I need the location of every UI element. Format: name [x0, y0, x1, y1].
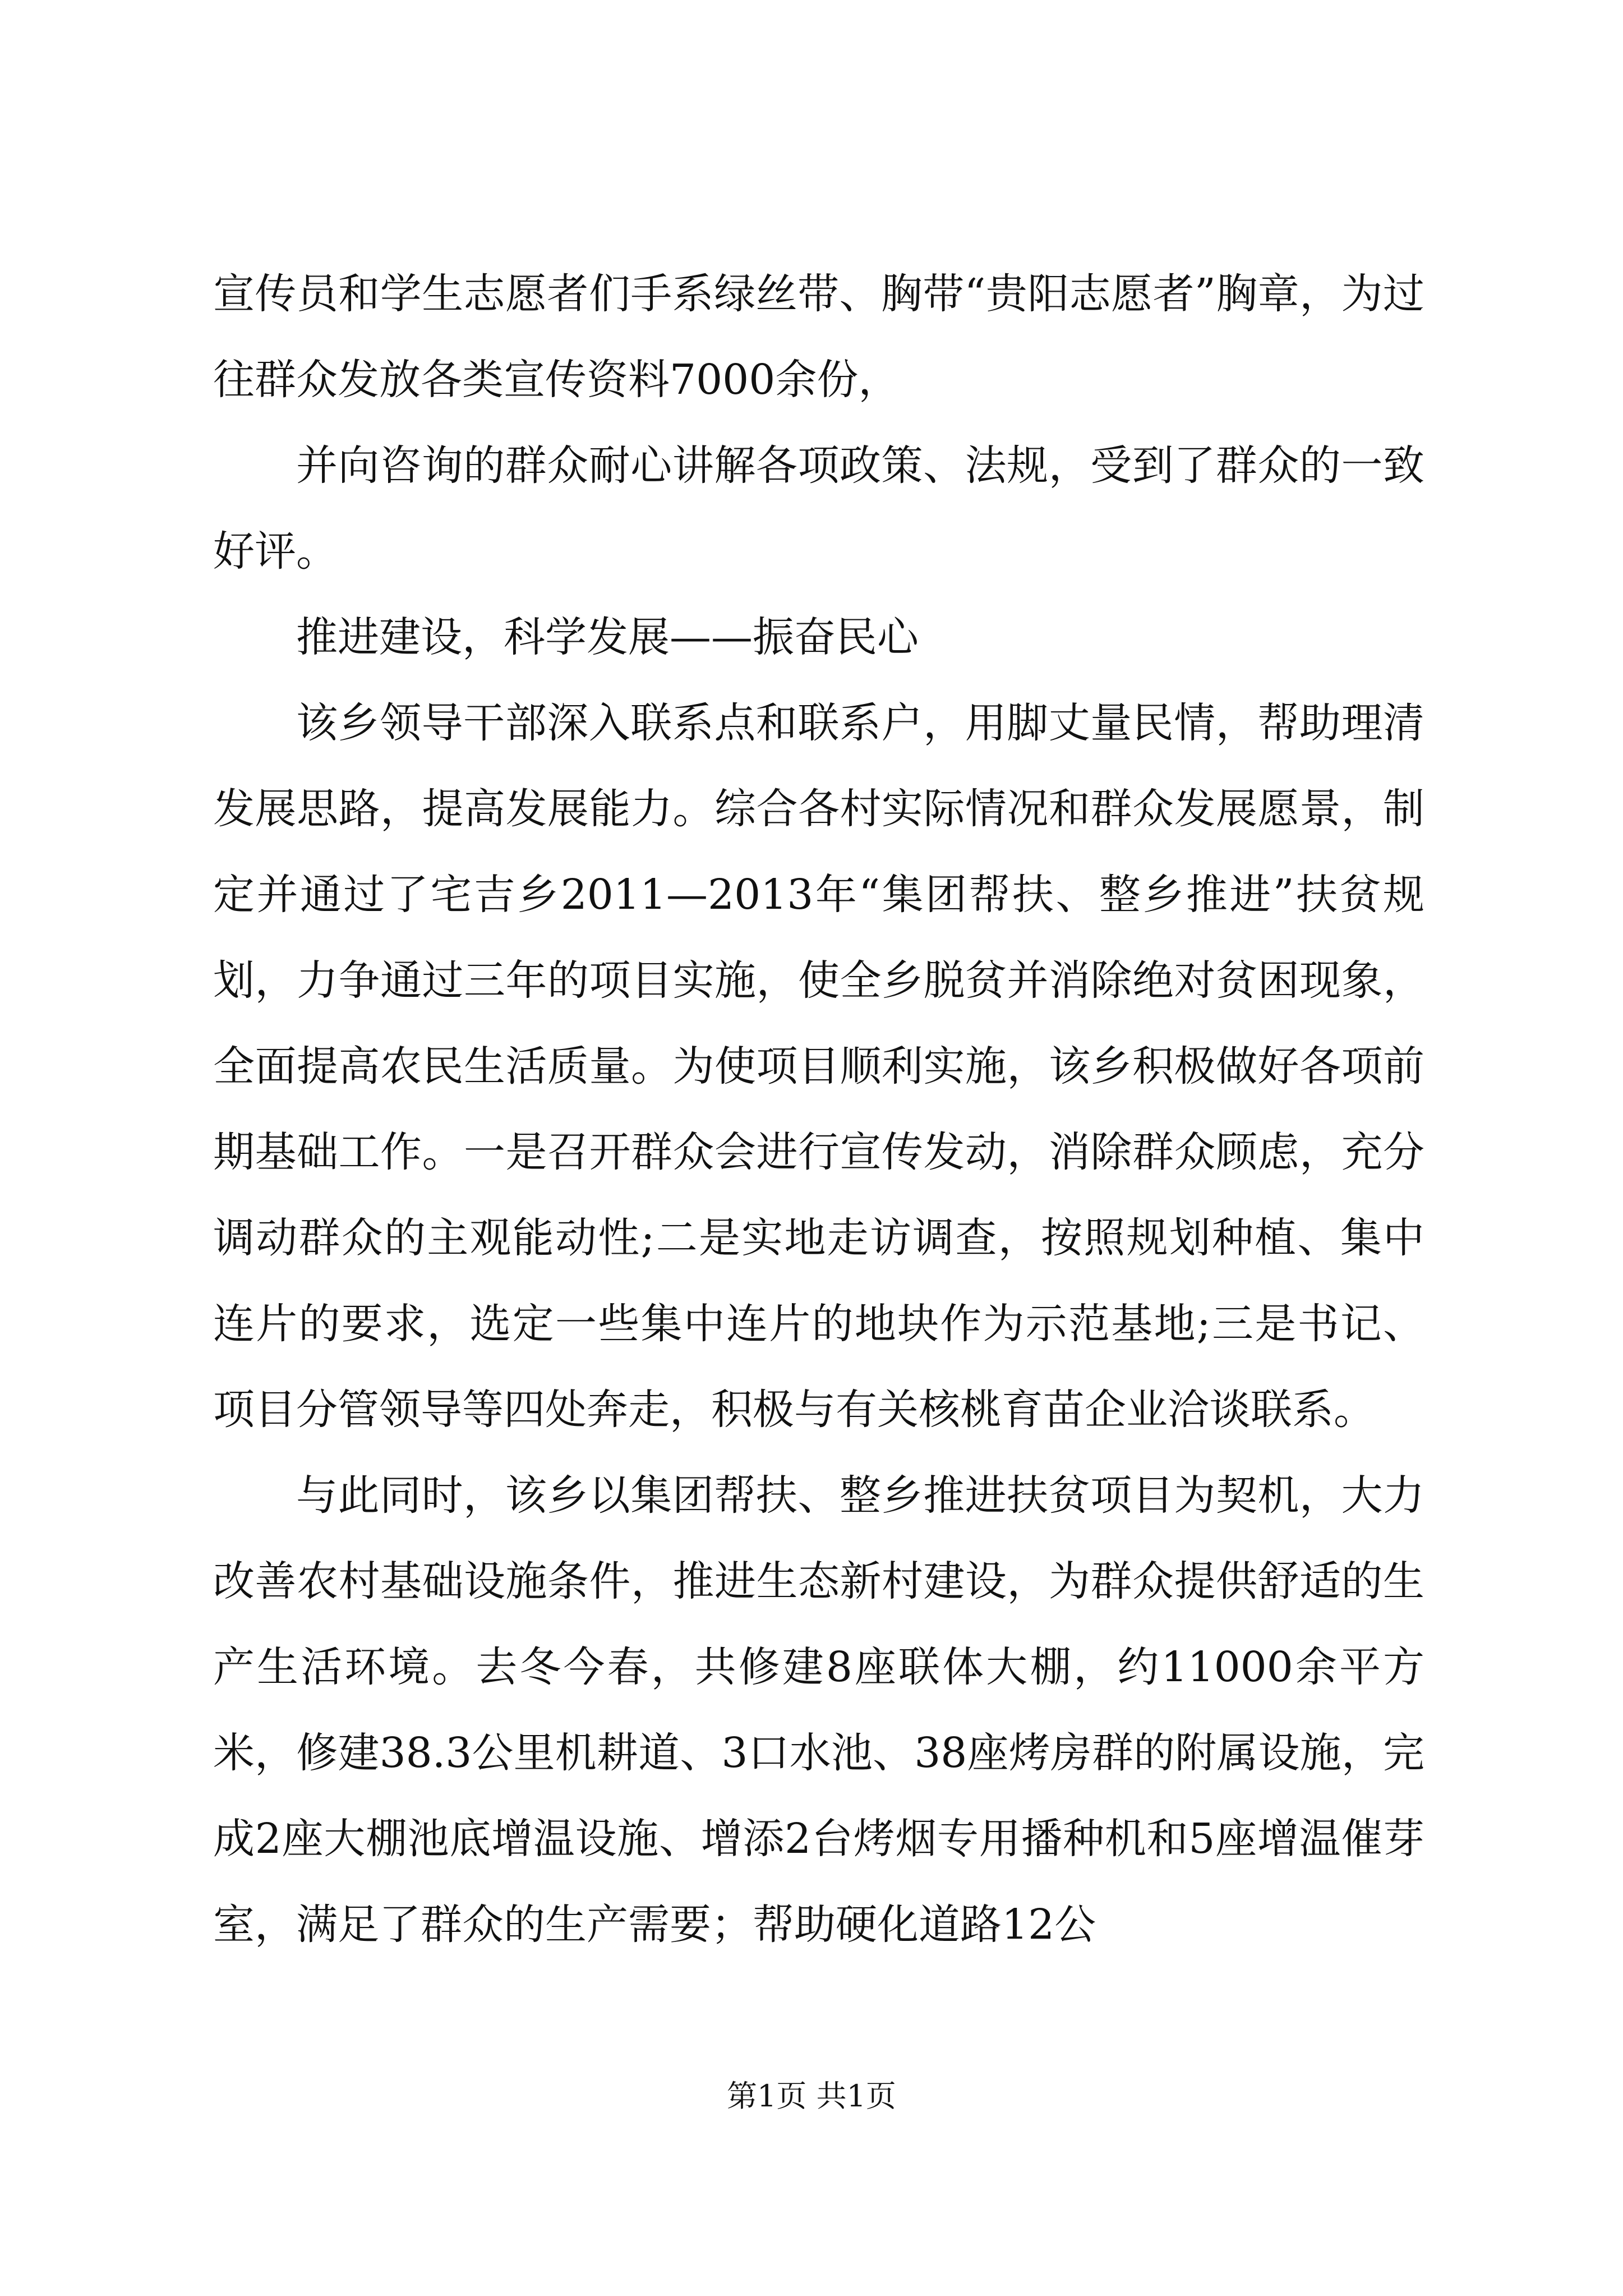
document-body	[213, 251, 1424, 1968]
paragraph-infrastructure: 与此同时，该乡以集团帮扶、整乡推进扶贫项目为契机，大力改善农村基础设施条件，推进生态新村建设，为群众提供舒适的生产生活环境。去冬今春，共修建8座联体大棚，约11000余平方米，修建38.3公里机耕道、3口水池、38座烤房群的附属设施，完成2座大棚池底增温设施、增添2台烤烟专用播种机和5座增温催芽室，满足了群众的生产需要；帮助硬化道路12公	[213, 1471, 1424, 1949]
section-heading: 推进建设，科学发展——振奋民心	[296, 613, 919, 661]
paragraph-continuation: 宣传员和学生志愿者们手系绿丝带、胸带“贵阳志愿者”胸章，为过往群众发放各类宣传资料7000余份，	[213, 270, 1424, 404]
paragraph-consultation: 并向咨询的群众耐心讲解各项政策、法规，受到了群众的一致好评。	[213, 441, 1424, 576]
paragraph-planning: 该乡领导干部深入联系点和联系户，用脚丈量民情，帮助理清发展思路，提高发展能力。综合各村实际情况和群众发展愿景，制定并通过了宅吉乡2011—2013年“集团帮扶、整乡推进”扶贫规划，力争通过三年的项目实施，使全乡脱贫并消除绝对贫困现象，全面提高农民生活质量。为使项目顺利实施，该乡积极做好各项前期基础工作。一是召开群众会进行宣传发动，消除群众顾虑，充分调动群众的主观能动性;二是实地走访调查，按照规划种植、集中连片的要求，选定一些集中连片的地块作为示范基地;三是书记、项目分管领导等四处奔走，积极与有关核桃育苗企业洽谈联系。	[213, 699, 1424, 1434]
page-footer: 第1页 共1页	[727, 2078, 896, 2114]
